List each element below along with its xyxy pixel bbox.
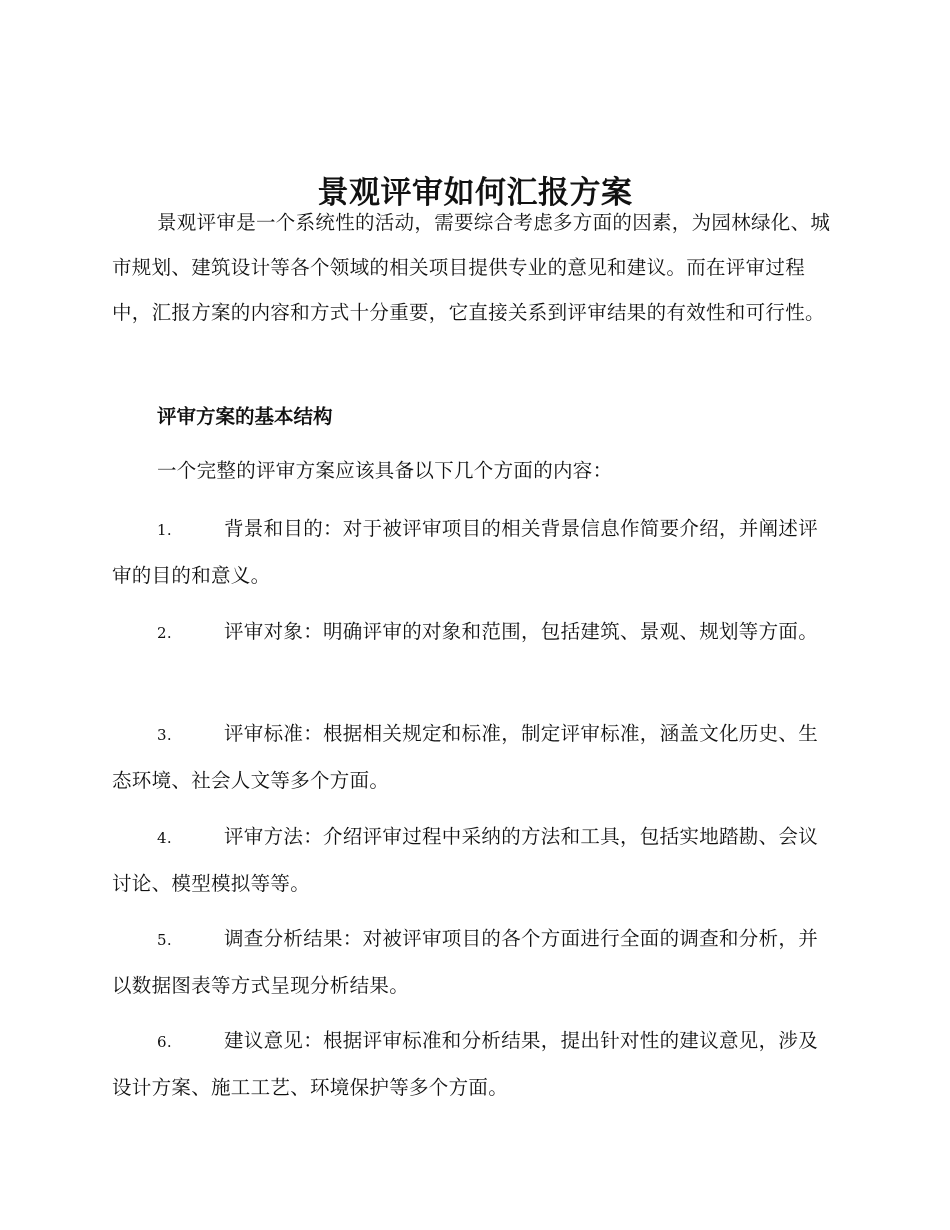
list-item-text: 建议意见：根据评审标准和分析结果，提出针对性的建议意见，涉及设计方案、施工工艺、环境保护等多个方面。 [112,1029,819,1099]
list-item [112,1018,836,1110]
lead-paragraph: 一个完整的评审方案应该具备以下几个方面的内容： [157,459,613,482]
list-item-number: 6. [157,1033,172,1051]
list-item-text: 调查分析结果：对被评审项目的各个方面进行全面的调查和分析，并以数据图表等方式呈现分析结果。 [112,927,819,997]
list-item-number: 3. [157,726,172,744]
list-item-number: 4. [157,829,172,847]
list-item [112,916,836,1008]
list-item-number: 2. [157,624,172,642]
list-item [112,711,836,803]
list-item-number: 1. [157,521,172,539]
list-item [112,609,836,656]
document-title: 景观评审如何汇报方案 [317,174,633,211]
section-heading: 评审方案的基本结构 [157,405,333,428]
list-item [112,506,836,598]
list-item-number: 5. [157,931,172,949]
list-item-text: 评审方法：介绍评审过程中采纳的方法和工具，包括实地踏勘、会议讨论、模型模拟等等。 [112,825,819,895]
list-item [112,814,836,906]
list-item-text: 评审标准：根据相关规定和标准，制定评审标准，涵盖文化历史、生态环境、社会人文等多个方面。 [112,722,819,792]
list-item-text: 评审对象：明确评审的对象和范围，包括建筑、景观、规划等方面。 [224,620,819,643]
list-item-text: 背景和目的：对于被评审项目的相关背景信息作简要介绍，并阐述评审的目的和意义。 [112,517,819,587]
intro-paragraph: 景观评审是一个系统性的活动，需要综合考虑多方面的因素，为园林绿化、城市规划、建筑设计等各个领域的相关项目提供专业的意见和建议。而在评审过程中，汇报方案的内容和方式十分重要，它直接关系到评审结果的有效性和可行性。 [112,211,831,324]
